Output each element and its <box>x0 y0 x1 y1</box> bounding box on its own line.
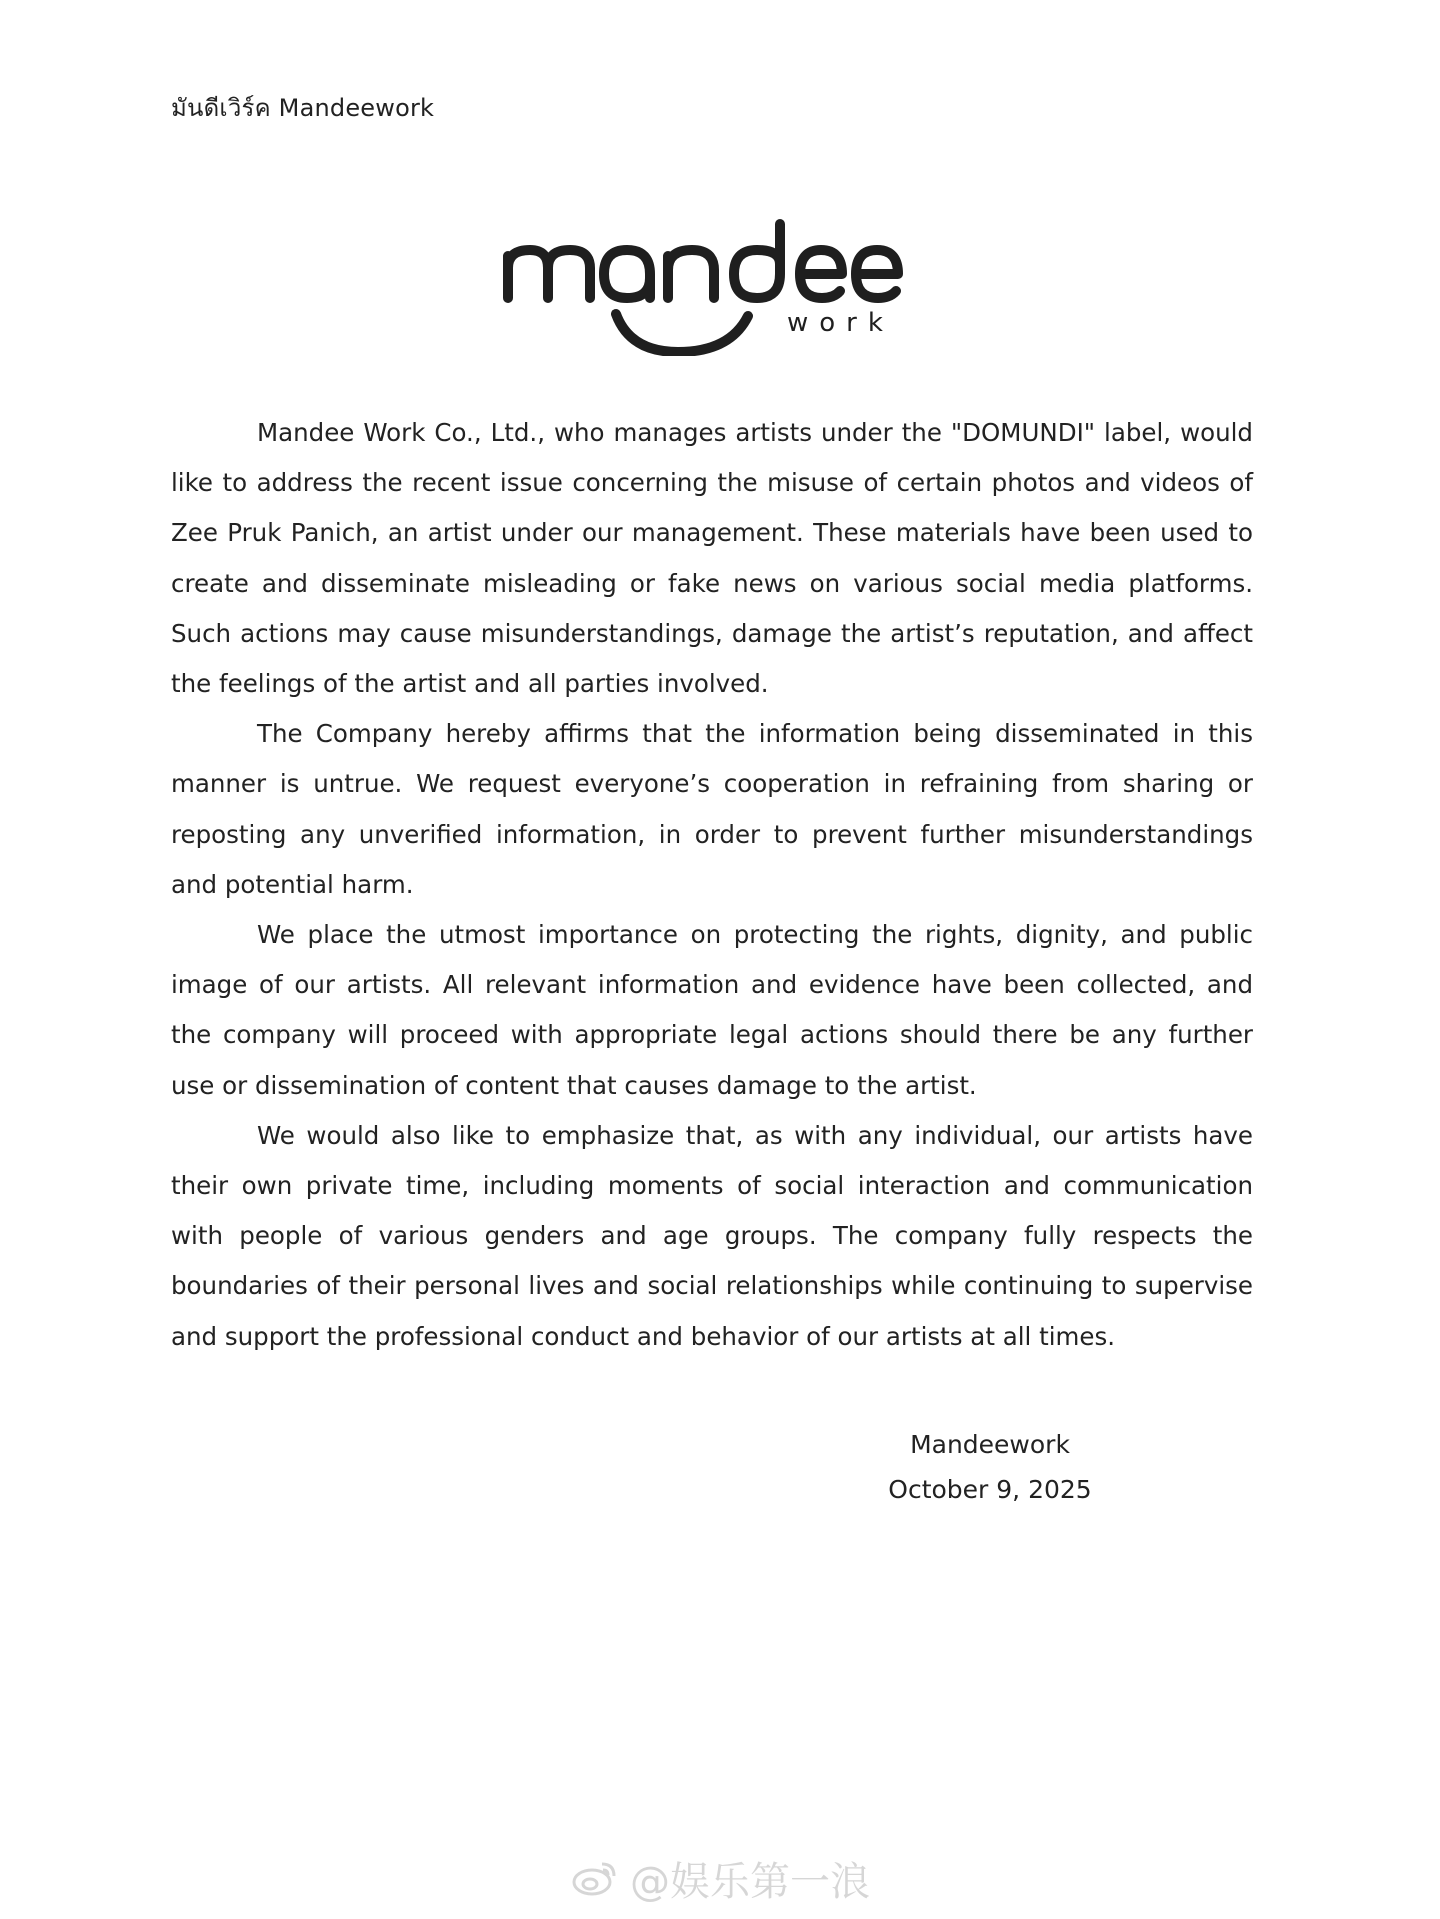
paragraph-4: We would also like to emphasize that, as with any individual, our artists have their own private time, including moments of social interaction and communication with people of various genders and age groups. The company fully respects the boundaries of their personal lives and social relationships while continuing to supervise and support the professional conduct and behavior of our artists at all times. <box>171 1120 1253 1351</box>
letter-body <box>171 408 1253 1362</box>
signature-block <box>850 1422 1130 1512</box>
logo-wordmark <box>500 360 501 361</box>
paragraph-3: We place the utmost importance on protecting the rights, dignity, and public image of our artists. All relevant information and evidence have been collected, and the company will proceed with appropriate legal actions should there be any further use or dissemination of content that causes damage to the artist. <box>171 920 1253 1100</box>
header-text: มันดีเวิร์ค Mandeework <box>171 94 435 122</box>
signature-date: October 9, 2025 <box>888 1475 1092 1504</box>
paragraph-2: The Company hereby affirms that the information being disseminated in this manner is untrue. We request everyone’s cooperation in refraining from sharing or reposting any unverified information, in order to prevent further misunderstandings and potential harm. <box>171 719 1253 899</box>
signature-name: Mandeework <box>910 1430 1070 1459</box>
paragraph-1: Mandee Work Co., Ltd., who manages artists under the "DOMUNDI" label, would like to address the recent issue concerning the misuse of certain photos and videos of Zee Pruk Panich, an artist under our management. These materials have been used to create and disseminate misleading or fake news on various social media platforms. Such actions may cause misunderstandings, damage the artist’s reputation, and affect the feelings of the artist and all parties involved. <box>171 418 1253 699</box>
watermark-text: @娱乐第一浪 <box>630 1858 870 1905</box>
weibo-icon <box>570 1858 620 1898</box>
logo-subtext: work <box>787 308 894 338</box>
watermark <box>570 1850 870 1906</box>
mandeework-logo <box>500 216 940 356</box>
